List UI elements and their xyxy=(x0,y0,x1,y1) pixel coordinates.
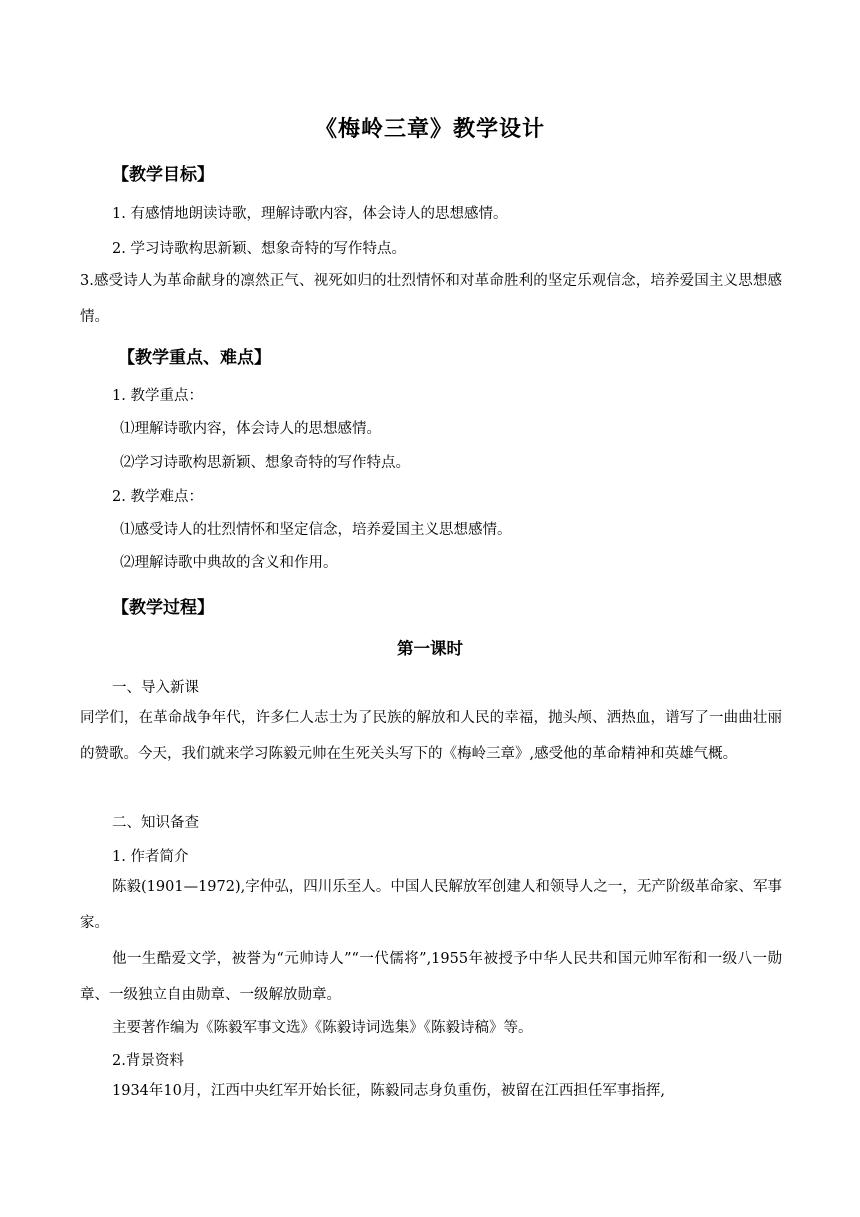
goal-item-1: 1. 有感情地朗读诗歌，理解诗歌内容，体会诗人的思想感情。 xyxy=(112,206,508,222)
difficult-point-item-1: ⑴感受诗人的壮烈情怀和坚定信念，培养爱国主义思想感情。 xyxy=(120,522,512,538)
intro-text: 同学们，在革命战争年代，许多仁人志士为了民族的解放和人民的幸福，抛头颅、洒热血，谱写了一曲曲壮丽的赞歌。今天，我们就来学习陈毅元帅在生死关头写下的《梅岭三章》,感受他的革命精神和英雄气概。 xyxy=(80,710,782,762)
intro-label: 一、导入新课 xyxy=(112,680,199,696)
document-title: 《梅岭三章》教学设计 xyxy=(314,116,545,142)
lesson-heading: 第一课时 xyxy=(397,639,463,658)
goal-item-2: 2. 学习诗歌构思新颖、想象奇特的写作特点。 xyxy=(112,241,406,257)
key-point-item-1: ⑴理解诗歌内容，体会诗人的思想感情。 xyxy=(120,421,381,437)
author-text-3: 主要著作编为《陈毅军事文选》《陈毅诗词选集》《陈毅诗稿》等。 xyxy=(112,1020,533,1036)
goals-heading: 【教学目标】 xyxy=(112,165,214,185)
knowledge-label: 二、知识备查 xyxy=(112,815,199,831)
focus-heading: 【教学重点、难点】 xyxy=(118,348,271,368)
background-label: 2.背景资料 xyxy=(112,1053,184,1069)
background-text: 1934年10月，江西中央红军开始长征，陈毅同志身负重伤，被留在江西担任军事指挥, xyxy=(112,1083,665,1099)
difficult-point-item-2: ⑵理解诗歌中典故的含义和作用。 xyxy=(120,555,338,571)
process-heading: 【教学过程】 xyxy=(112,598,214,618)
key-points-label: 1. 教学重点： xyxy=(112,388,203,404)
difficult-points-label: 2. 教学难点： xyxy=(112,489,203,505)
author-label: 1. 作者简介 xyxy=(112,849,189,865)
goal-item-3: 3.感受诗人为革命献身的凛然正气、视死如归的壮烈情怀和对革命胜利的坚定乐观信念，培养爱国主义思想感情。 xyxy=(80,273,782,325)
author-text-2: 他一生酷爱文学，被誉为“元帅诗人”“一代儒将”,1955年被授予中华人民共和国元帅军衔和一级八一勋章、一级独立自由勋章、一级解放勋章。 xyxy=(80,951,782,1003)
key-point-item-2: ⑵学习诗歌构思新颖、想象奇特的写作特点。 xyxy=(120,455,410,471)
author-text-1: 陈毅(1901—1972),字仲弘，四川乐至人。中国人民解放军创建人和领导人之一，无产阶级革命家、军事家。 xyxy=(80,879,782,931)
